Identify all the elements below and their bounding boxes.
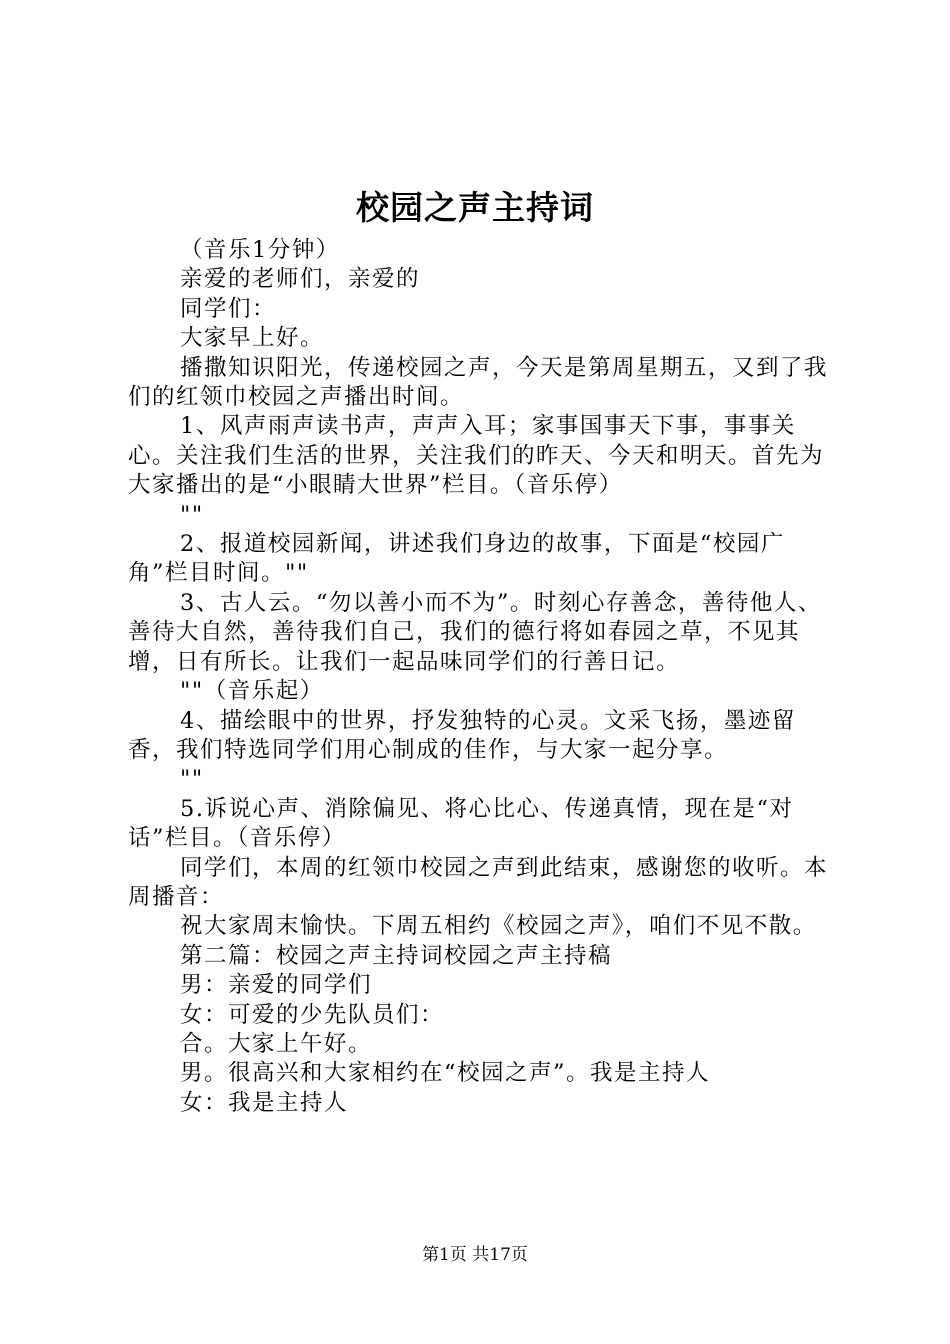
- paragraph: 祝大家周末愉快。下周五相约《校园之声》，咱们不见不散。: [180, 913, 817, 940]
- paragraph: 亲爱的老师们，亲爱的: [180, 266, 421, 293]
- paragraph: 女：我是主持人: [180, 1089, 349, 1116]
- paragraph: 同学们，本周的红领巾校园之声到此结束，感谢您的收听。本周播音：: [128, 854, 829, 910]
- document-title: 校园之声主持词: [356, 188, 594, 227]
- paragraph: 1、风声雨声读书声，声声入耳；家事国事天下事，事事关心。关注我们生活的世界，关注我们的昨天、今天和明天。首先为大家播出的是“小眼睛大世界”栏目。（音乐停）: [128, 413, 825, 499]
- paragraph: "": [180, 766, 204, 793]
- page-number-footer: 第1页 共17页: [422, 1245, 528, 1265]
- paragraph: 5.诉说心声、消除偏见、将心比心、传递真情，现在是“对话”栏目。（音乐停）: [128, 795, 794, 852]
- paragraph: "": [180, 501, 204, 528]
- paragraph: 2、报道校园新闻，讲述我们身边的故事，下面是“校园广角”栏目时间。"": [128, 531, 785, 587]
- paragraph: 3、古人云。“勿以善小而不为”。时刻心存善念，善待他人、善待大自然，善待我们自己，我们的德行将如春园之草，不见其增，日有所长。让我们一起品味同学们的行善日记。: [128, 589, 822, 675]
- paragraph: 同学们：: [180, 295, 277, 322]
- paragraph: 合。大家上午好。: [180, 1030, 373, 1057]
- paragraph: 第二篇：校园之声主持词校园之声主持稿: [180, 942, 613, 969]
- paragraph: 男。很高兴和大家相约在“校园之声”。我是主持人: [180, 1060, 711, 1087]
- paragraph: 播撒知识阳光，传递校园之声，今天是第周星期五，又到了我们的红领巾校园之声播出时间。: [128, 354, 829, 411]
- document-body: [128, 236, 840, 1118]
- paragraph: 4、描绘眼中的世界，抒发独特的心灵。文采飞扬，墨迹留香，我们特选同学们用心制成的佳作，与大家一起分享。: [128, 707, 796, 763]
- paragraph: 女：可爱的少先队员们：: [180, 1001, 445, 1028]
- paragraph: 大家早上好。: [180, 325, 325, 352]
- paragraph: （音乐1分钟）: [180, 237, 340, 263]
- paragraph: 男：亲爱的同学们: [180, 972, 373, 999]
- paragraph: ""（音乐起）: [180, 678, 324, 705]
